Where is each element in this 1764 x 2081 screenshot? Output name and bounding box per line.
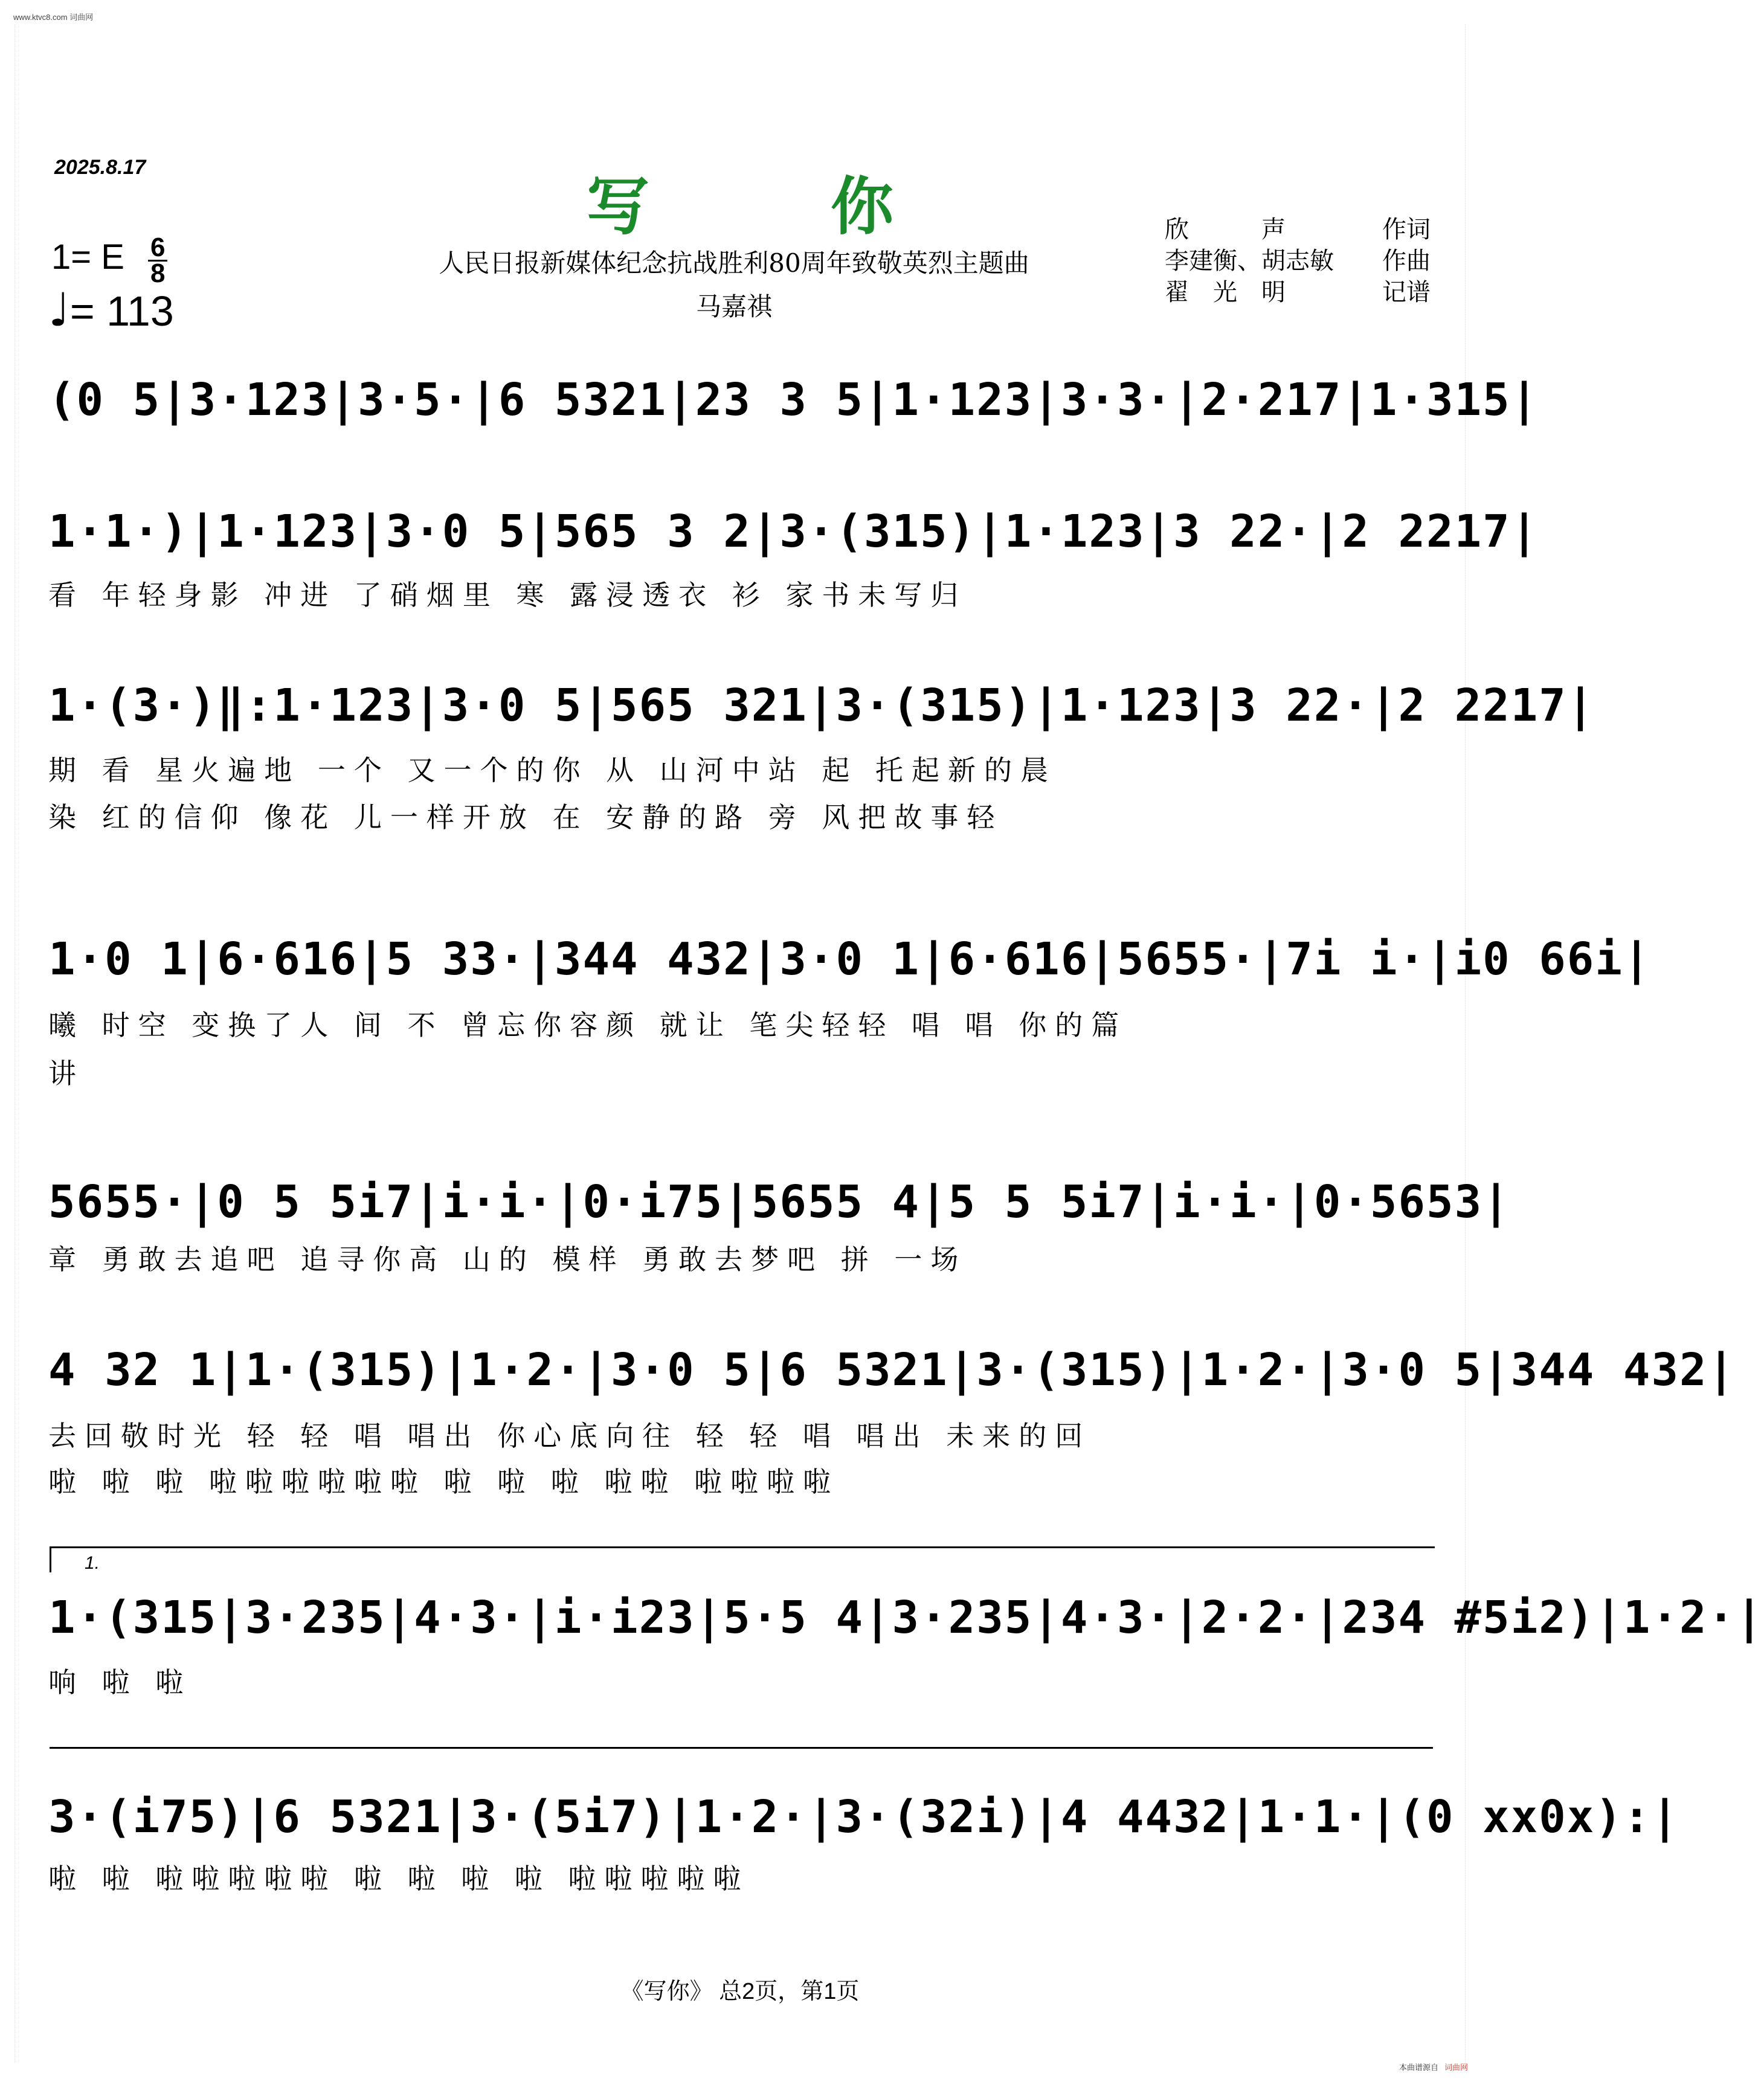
tempo-value: = 113 bbox=[69, 288, 174, 335]
score-line-1-notes: (0 5|3·123|3·5·|6 5321|23 3 5|1·123|3·3·|2·217|1·315| bbox=[48, 374, 1539, 426]
score-line-7-lyrics: 响 啦 啦 bbox=[48, 1666, 192, 1699]
left-margin-watermark-strip bbox=[6, 24, 15, 2063]
credit-row-music bbox=[1165, 245, 1431, 277]
page-footer: 《写你》 总2页，第1页 bbox=[620, 1979, 860, 2004]
score-line-2-notes: 1·1·)|1·123|3·0 5|565 3 2|3·(315)|1·123|3 22·|2 2217| bbox=[48, 506, 1539, 558]
score-line-7-notes: 1·(315|3·235|4·3·|i·i23|5·5 4|3·235|4·3·|2·2·|234 #5i2)|1·2·| bbox=[48, 1592, 1764, 1644]
credit-role: 作曲 bbox=[1382, 247, 1431, 275]
date-label: 2025.8.17 bbox=[54, 156, 146, 179]
site-watermark: www.ktvc8.com 词曲网 bbox=[13, 13, 94, 22]
score-line-4-notes: 1·0 1|6·616|5 33·|344 432|3·0 1|6·616|5655·|7i i·|i0 66i| bbox=[48, 933, 1652, 985]
source-site: 词曲网 bbox=[1444, 2063, 1468, 2072]
song-title: 写你 bbox=[586, 169, 1075, 243]
ending-bracket-continuation bbox=[50, 1747, 1433, 1767]
credit-name: 李建衡、胡志敏 bbox=[1165, 247, 1334, 275]
credit-name: 翟 光 明 bbox=[1165, 278, 1286, 306]
score-line-3-lyrics-verse-1: 期 看 星火遍地 一个 又一个的你 从 山河中站 起 托起新的晨 bbox=[48, 754, 1057, 786]
score-line-5-lyrics: 章 勇敢去追吧 追寻你高 山的 模样 勇敢去梦吧 拼 一场 bbox=[48, 1243, 967, 1276]
key-signature: 1= E bbox=[51, 237, 124, 277]
credits-block bbox=[1165, 214, 1431, 308]
score-line-2-lyrics: 看 年轻身影 冲进 了硝烟里 寒 露浸透衣 衫 家书未写归 bbox=[48, 579, 967, 611]
first-ending-bracket bbox=[50, 1546, 1435, 1572]
score-line-4-lyrics-verse-1: 曦 时空 变换了人 间 不 曾忘你容颜 就让 笔尖轻轻 唱 唱 你的篇 bbox=[48, 1009, 1128, 1041]
score-line-6-lyrics-verse-1: 去回敬时光 轻 轻 唱 唱出 你心底向往 轻 轻 唱 唱出 未来的回 bbox=[48, 1420, 1092, 1452]
score-line-6-lyrics-verse-2: 啦 啦 啦 啦啦啦啦啦啦 啦 啦 啦 啦啦 啦啦啦啦 bbox=[48, 1465, 839, 1498]
credit-role: 作词 bbox=[1382, 216, 1431, 243]
score-line-8-lyrics: 啦 啦 啦啦啦啦啦 啦 啦 啦 啦 啦啦啦啦啦 bbox=[48, 1862, 750, 1895]
source-label: 本曲谱源自 bbox=[1399, 2063, 1438, 2072]
credit-role: 记谱 bbox=[1382, 278, 1431, 306]
credit-name: 欣 声 bbox=[1165, 216, 1286, 243]
time-signature bbox=[148, 233, 167, 288]
score-line-3-notes: 1·(3·)‖:1·123|3·0 5|565 321|3·(315)|1·123|3 22·|2 2217| bbox=[48, 680, 1595, 732]
time-numerator: 6 bbox=[148, 236, 167, 262]
singer-name: 马嘉祺 bbox=[695, 292, 772, 321]
volta-label: 1. bbox=[85, 1553, 100, 1573]
song-subtitle: 人民日报新媒体纪念抗战胜利80周年致敬英烈主题曲 bbox=[439, 248, 1029, 278]
tempo-marking bbox=[48, 283, 174, 336]
credit-row-lyrics bbox=[1165, 214, 1431, 245]
score-line-4-lyrics-verse-2: 讲 bbox=[48, 1057, 85, 1090]
score-line-8-notes: 3·(i75)|6 5321|3·(5i7)|1·2·|3·(32i)|4 4432|1·1·|(0 xx0x):| bbox=[48, 1791, 1680, 1843]
credit-row-transcriber bbox=[1165, 277, 1431, 308]
source-watermark bbox=[1399, 2061, 1468, 2073]
quarter-note-icon: ♩ bbox=[48, 283, 70, 336]
right-margin-watermark-strip bbox=[1465, 24, 1474, 2063]
time-denominator: 8 bbox=[150, 259, 166, 288]
score-line-3-lyrics-verse-2: 染 红的信仰 像花 儿一样开放 在 安静的路 旁 风把故事轻 bbox=[48, 801, 1003, 834]
score-line-6-notes: 4 32 1|1·(315)|1·2·|3·0 5|6 5321|3·(315)|1·2·|3·0 5|344 432| bbox=[48, 1344, 1736, 1396]
score-line-5-notes: 5655·|0 5 5i7|i·i·|0·i75|5655 4|5 5 5i7|i·i·|0·5653| bbox=[48, 1176, 1511, 1228]
